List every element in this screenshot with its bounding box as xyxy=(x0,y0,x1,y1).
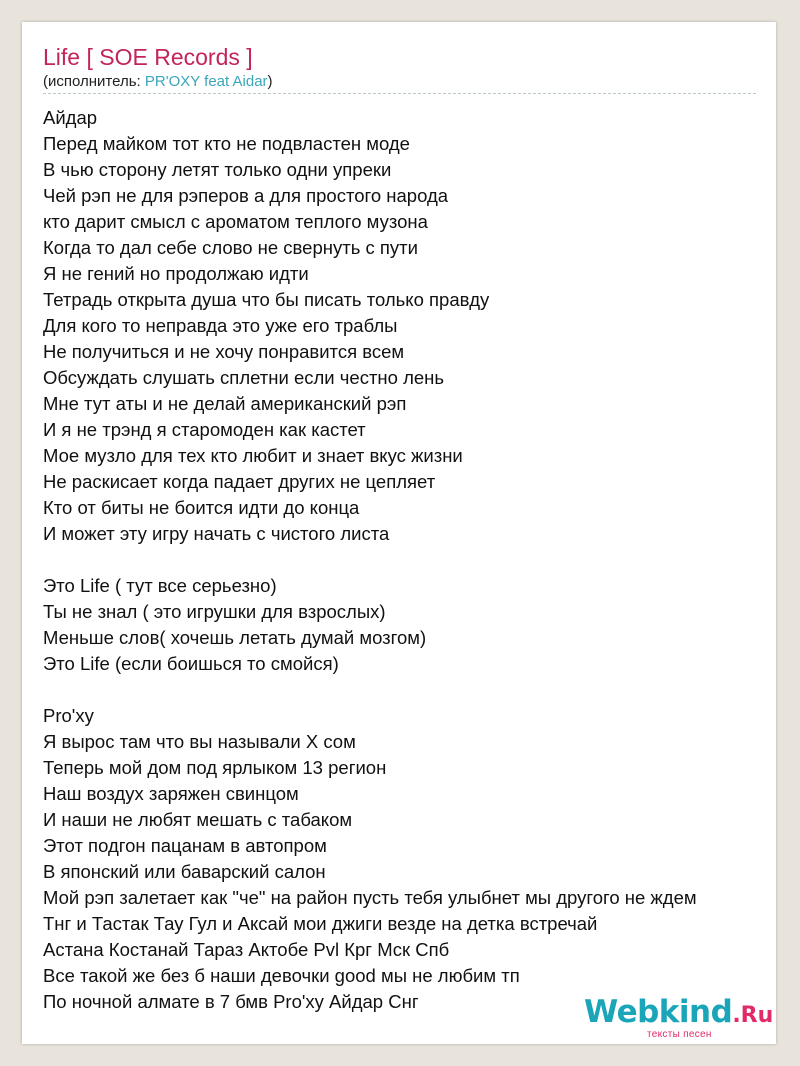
lyric-line: Не получиться и не хочу понравится всем xyxy=(43,341,405,362)
lyric-line: И я не трэнд я старомоден как кастет xyxy=(43,419,366,440)
lyric-line: Pro'xy xyxy=(43,705,94,726)
lyric-line: Не раскисает когда падает других не цепляет xyxy=(43,471,436,492)
lyric-line: Я вырос там что вы называли Х сом xyxy=(43,731,356,752)
lyric-line: Мой рэп залетает как "че" на район пусть тебя улыбнет мы другого не ждем xyxy=(43,887,697,908)
lyric-line: Когда то дал себе слово не свернуть с пути xyxy=(43,237,418,258)
lyric-line: Все такой же без б наши девочки good мы не любим тп xyxy=(43,965,520,986)
lyric-line: В японский или баварский салон xyxy=(43,861,326,882)
stanza-break xyxy=(43,547,773,573)
lyric-line: Чей рэп не для рэперов а для простого народа xyxy=(43,185,449,206)
lyrics-page xyxy=(22,22,776,1044)
lyric-line: Мне тут аты и не делай американский рэп xyxy=(43,393,407,414)
lyric-line: Это Life ( тут все серьезно) xyxy=(43,575,277,596)
artist-line xyxy=(43,73,273,91)
artist-prefix: (исполнитель: xyxy=(43,73,145,90)
lyric-line: Астана Костанай Тараз Актобе Pvl Крг Мск Спб xyxy=(43,939,450,960)
lyric-line: Теперь мой дом под ярлыком 13 регион xyxy=(43,757,387,778)
logo-tld: .Ru xyxy=(732,1003,774,1028)
logo-name: Webkind xyxy=(584,994,733,1030)
logo-wordmark xyxy=(584,994,773,1034)
lyric-line: Меньше слов( хочешь летать думай мозгом) xyxy=(43,627,427,648)
title-divider xyxy=(43,93,756,94)
lyrics-body xyxy=(43,105,773,1015)
site-logo[interactable] xyxy=(584,994,774,1044)
lyric-line: Тнг и Тастак Тау Гул и Аксай мои джиги везде на детка встречай xyxy=(43,913,598,934)
lyric-line: Ты не знал ( это игрушки для взрослых) xyxy=(43,601,386,622)
lyric-line: Тетрадь открыта душа что бы писать только правду xyxy=(43,289,490,310)
lyric-line: Айдар xyxy=(43,107,98,128)
lyric-line: Для кого то неправда это уже его траблы xyxy=(43,315,398,336)
song-title: Life [ SOE Records ] xyxy=(43,44,253,70)
artist-link[interactable]: PR'OXY feat Aidar xyxy=(144,73,268,90)
lyric-line: Перед майком тот кто не подвластен моде xyxy=(43,133,410,154)
lyric-line: Наш воздух заряжен свинцом xyxy=(43,783,299,804)
lyric-line: Мое музло для тех кто любит и знает вкус жизни xyxy=(43,445,463,466)
artist-suffix: ) xyxy=(267,73,273,90)
stanza-break xyxy=(43,677,773,703)
lyric-line: Обсуждать слушать сплетни если честно лень xyxy=(43,367,445,388)
lyric-line: Кто от биты не боится идти до конца xyxy=(43,497,360,518)
lyric-line: В чью сторону летят только одни упреки xyxy=(43,159,392,180)
lyric-line: По ночной алмате в 7 бмв Pro'xy Айдар Снг xyxy=(43,991,419,1012)
logo-tagline: тексты песен xyxy=(647,1029,712,1040)
lyric-line: И наши не любят мешать с табаком xyxy=(43,809,353,830)
lyric-line: Этот подгон пацанам в автопром xyxy=(43,835,327,856)
lyric-line: И может эту игру начать с чистого листа xyxy=(43,523,390,544)
lyric-line: кто дарит смысл с ароматом теплого музона xyxy=(43,211,428,232)
lyric-line: Это Life (если боишься то смойся) xyxy=(43,653,339,674)
lyric-line: Я не гений но продолжаю идти xyxy=(43,263,309,284)
